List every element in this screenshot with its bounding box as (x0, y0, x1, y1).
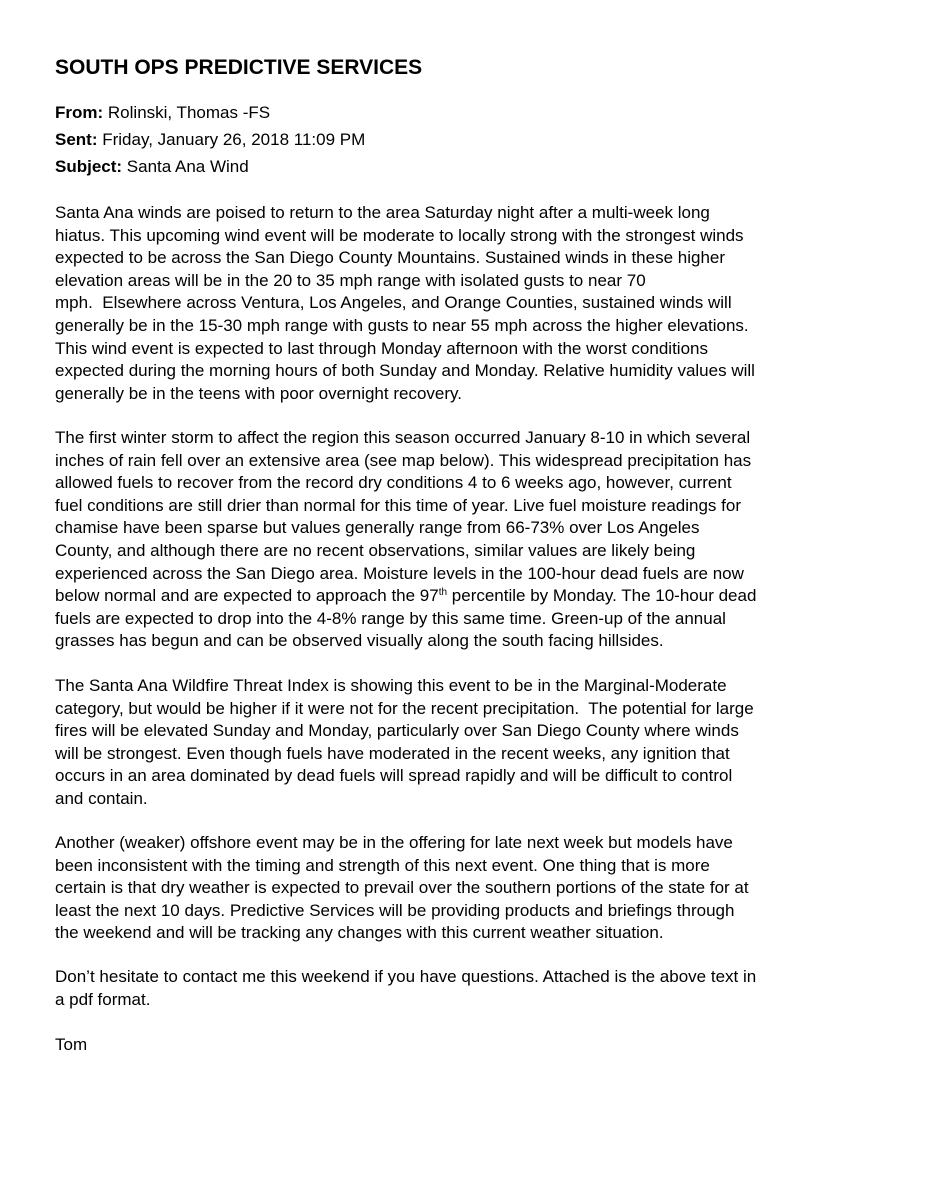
subject-label: Subject: (55, 157, 123, 176)
text-line: expected during the morning hours of both Sunday and Monday. Relative humidity values will (55, 361, 755, 381)
paragraph-contact (55, 966, 875, 1011)
text-line: and contain. (55, 788, 148, 808)
text-line: inches of rain fell over an extensive area (see map below). This widespread precipitation has (55, 450, 752, 470)
text-segment: below normal and are expected to approach the 97 (55, 586, 439, 606)
document-title: SOUTH OPS PREDICTIVE SERVICES (55, 56, 423, 79)
text-line: chamise have been sparse but values generally range from 66-73% over Los Angeles (55, 518, 700, 538)
subject-line (55, 157, 249, 177)
text-line: Don’t hesitate to contact me this weekend if you have questions. Attached is the above text in (55, 967, 757, 986)
text-line: will be strongest. Even though fuels have moderated in the recent weeks, any ignition that (55, 743, 730, 763)
text-line: fires will be elevated Sunday and Monday, particularly over San Diego County where winds (55, 721, 739, 741)
text-line: experienced across the San Diego area. Moisture levels in the 100-hour dead fuels are now (55, 563, 744, 583)
signature (55, 1034, 875, 1057)
text-line: generally be in the 15-30 mph range with gusts to near 55 mph across the higher elevations. (55, 315, 749, 335)
paragraph-wind-forecast (55, 202, 875, 405)
text-line: grasses has begun and can be observed visually along the south facing hillsides. (55, 631, 664, 651)
text-line: elevation areas will be in the 20 to 35 mph range with isolated gusts to near 70 (55, 270, 646, 290)
text-line: expected to be across the San Diego County Mountains. Sustained winds in these higher (55, 248, 726, 268)
text-line: hiatus. This upcoming wind event will be moderate to locally strong with the strongest winds (55, 225, 744, 245)
text-line: This wind event is expected to last through Monday afternoon with the worst conditions (55, 338, 708, 358)
text-line: County, and although there are no recent observations, similar values are likely being (55, 540, 696, 560)
text-line: certain is that dry weather is expected to prevail over the southern portions of the state for at (55, 878, 749, 898)
text-line: occurs in an area dominated by dead fuels will spread rapidly and will be difficult to control (55, 766, 733, 786)
text-line: the weekend and will be tracking any changes with this current weather situation. (55, 923, 664, 943)
text-line: least the next 10 days. Predictive Services will be providing products and briefings through (55, 900, 735, 920)
text-line: category, but would be higher if it were not for the recent precipitation. The potential for large (55, 698, 754, 718)
text-segment: percentile by Monday. The 10-hour dead (447, 586, 757, 606)
subject-value: Santa Ana Wind (126, 157, 249, 176)
text-line: mph. Elsewhere across Ventura, Los Angeles, and Orange Counties, sustained winds will (55, 293, 732, 313)
text-line: generally be in the teens with poor overnight recovery. (55, 383, 462, 403)
text-line-percentile (55, 585, 875, 608)
from-line (55, 103, 270, 123)
from-value: Rolinski, Thomas -FS (107, 103, 271, 122)
text-line: fuel conditions are still drier than normal for this time of year. Live fuel moisture readings for (55, 495, 741, 515)
paragraph-outlook (55, 832, 875, 945)
sent-line (55, 130, 365, 150)
text-line: allowed fuels to recover from the record dry conditions 4 to 6 weeks ago, however, current (55, 473, 732, 493)
text-line: The Santa Ana Wildfire Threat Index is showing this event to be in the Marginal-Moderate (55, 676, 727, 695)
text-line: a pdf format. (55, 989, 151, 1009)
text-line: fuels are expected to drop into the 4-8% range by this same time. Green-up of the annual (55, 608, 726, 628)
paragraph-threat-index (55, 675, 875, 811)
sent-label: Sent: (55, 130, 98, 149)
text-line: The first winter storm to affect the region this season occurred January 8-10 in which several (55, 428, 751, 447)
from-label: From: (55, 103, 104, 122)
superscript-th: th (438, 587, 448, 599)
paragraph-fuel-conditions (55, 427, 875, 653)
text-line: Santa Ana winds are poised to return to the area Saturday night after a multi-week long (55, 203, 710, 222)
signature-name: Tom (55, 1035, 88, 1054)
text-line: been inconsistent with the timing and strength of this next event. One thing that is more (55, 855, 710, 875)
sent-value: Friday, January 26, 2018 11:09 PM (102, 130, 366, 149)
text-line: Another (weaker) offshore event may be in the offering for late next week but models have (55, 833, 733, 852)
